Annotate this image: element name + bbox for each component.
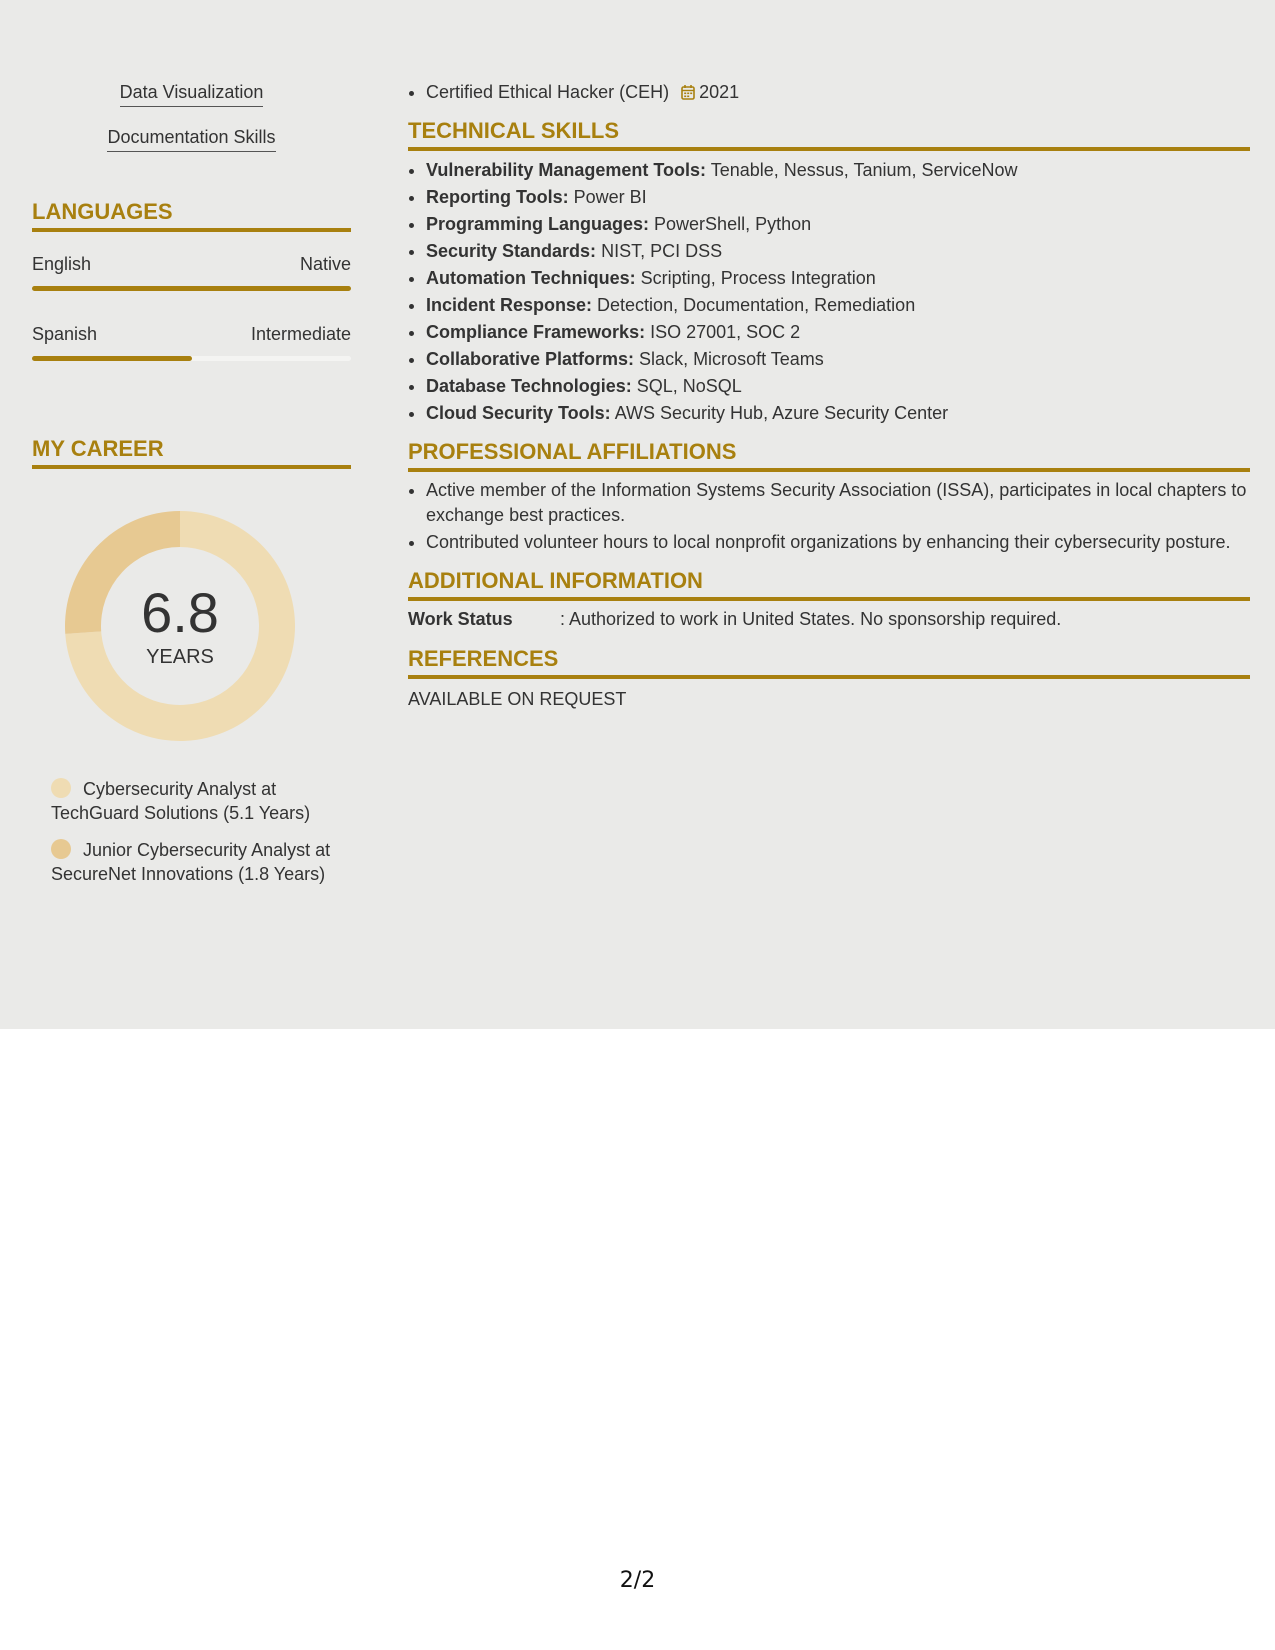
references-text: AVAILABLE ON REQUEST	[408, 689, 627, 709]
skill-category: Reporting Tools:	[426, 187, 569, 207]
skill-values: AWS Security Hub, Azure Security Center	[610, 403, 949, 423]
technical-skill-item	[426, 400, 1250, 426]
references-heading: REFERENCES	[408, 645, 1250, 679]
language-name: English	[32, 254, 92, 274]
career-legend	[32, 777, 351, 886]
affiliations-heading: PROFESSIONAL AFFILIATIONS	[408, 438, 1250, 472]
language-proficiency-fill	[32, 286, 351, 291]
skill-values: Scripting, Process Integration	[635, 268, 876, 288]
skill-category: Automation Techniques:	[426, 268, 636, 288]
technical-skill-item	[426, 319, 1250, 345]
skill-category: Security Standards:	[426, 241, 597, 261]
legend-dot	[51, 839, 71, 859]
technical-skill-item	[426, 157, 1250, 183]
career-legend-item	[51, 838, 341, 886]
technical-skill-item	[426, 292, 1250, 318]
affiliation-item: • Active member of the Information Systems Security Association (ISSA), participates in local chapters to exchange best practices.	[426, 478, 1250, 528]
skill-values: SQL, NoSQL	[631, 376, 742, 396]
career-total-years: 6.8	[141, 581, 219, 644]
skill-category: Database Technologies:	[426, 376, 632, 396]
affiliations-list	[408, 478, 1250, 555]
skill-values: Slack, Microsoft Teams	[634, 349, 824, 369]
technical-skill-item	[426, 373, 1250, 399]
work-status-row	[408, 607, 1250, 631]
certification-year: 2021	[699, 82, 740, 102]
skill-values: Detection, Documentation, Remediation	[592, 295, 916, 315]
skill-category: Programming Languages:	[426, 214, 650, 234]
languages-heading: LANGUAGES	[32, 198, 351, 232]
skill-category: Incident Response:	[426, 295, 593, 315]
skill-category: Compliance Frameworks:	[426, 322, 646, 342]
skill-tag-item	[32, 125, 351, 170]
skill-values: NIST, PCI DSS	[596, 241, 723, 261]
work-status-value: : Authorized to work in United States. No sponsorship required.	[560, 609, 1062, 629]
certification-name: Certified Ethical Hacker (CEH)	[426, 82, 670, 102]
technical-skill-item	[426, 211, 1250, 237]
page-number: 2/2	[619, 1568, 656, 1593]
career-heading: MY CAREER	[32, 435, 351, 469]
calendar-icon	[681, 84, 695, 100]
language-proficiency-bar	[32, 356, 351, 361]
technical-skill-item	[426, 184, 1250, 210]
language-proficiency-fill	[32, 356, 192, 361]
skill-values: Power BI	[568, 187, 647, 207]
skill-values: ISO 27001, SOC 2	[645, 322, 801, 342]
language-name: Spanish	[32, 324, 98, 344]
additional-info-heading: ADDITIONAL INFORMATION	[408, 567, 1250, 601]
language-item	[32, 322, 351, 361]
career-total-unit: YEARS	[146, 646, 214, 668]
language-item	[32, 252, 351, 291]
career-donut-chart	[65, 511, 295, 741]
technical-skills-heading: TECHNICAL SKILLS	[408, 117, 1250, 151]
certifications-list	[408, 80, 1250, 105]
certification-item	[426, 80, 1250, 105]
language-proficiency-bar	[32, 286, 351, 291]
skill-tag-item	[32, 80, 351, 125]
left-column	[32, 80, 351, 899]
legend-dot	[51, 778, 71, 798]
right-column	[408, 80, 1250, 711]
skill-category: Cloud Security Tools:	[426, 403, 611, 423]
work-status-label: Work Status	[408, 609, 513, 629]
legend-label: Cybersecurity Analyst at TechGuard Solutions (5.1 Years)	[51, 779, 311, 823]
skill-values: Tenable, Nessus, Tanium, ServiceNow	[706, 160, 1018, 180]
technical-skills-list	[408, 157, 1250, 426]
skill-tag: Data Visualization	[120, 80, 264, 107]
technical-skill-item	[426, 265, 1250, 291]
career-legend-item	[51, 777, 341, 825]
skill-values: PowerShell, Python	[649, 214, 812, 234]
technical-skill-item	[426, 238, 1250, 264]
skill-tag: Documentation Skills	[107, 125, 275, 152]
skill-category: Collaborative Platforms:	[426, 349, 635, 369]
legend-label: Junior Cybersecurity Analyst at SecureNet Innovations (1.8 Years)	[51, 840, 331, 884]
career-donut-center	[65, 511, 295, 741]
skill-category: Vulnerability Management Tools:	[426, 160, 707, 180]
technical-skill-item	[426, 346, 1250, 372]
language-level: Intermediate	[250, 324, 351, 344]
language-level: Native	[299, 254, 351, 274]
affiliation-item: • Contributed volunteer hours to local nonprofit organizations by enhancing their cybersecurity posture.	[426, 530, 1250, 555]
